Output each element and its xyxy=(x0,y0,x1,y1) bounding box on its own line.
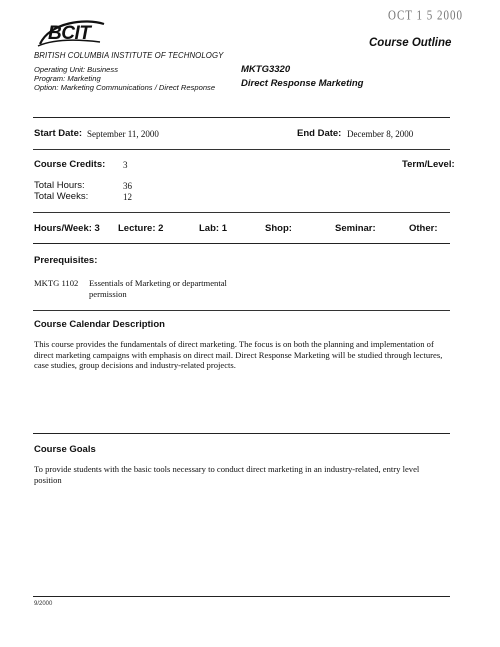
prerequisite-text-line1: Essentials of Marketing or departmental xyxy=(89,278,227,288)
course-code: MKTG3320 xyxy=(241,64,291,75)
total-weeks-label: Total Weeks: xyxy=(34,191,89,202)
end-date-label: End Date: xyxy=(297,128,342,139)
other-hours: Other: xyxy=(409,223,438,234)
prerequisites-heading: Prerequisites: xyxy=(34,255,98,266)
hours-per-week: Hours/Week: 3 xyxy=(34,223,100,234)
divider xyxy=(33,433,450,434)
shop-hours: Shop: xyxy=(265,223,292,234)
institute-name: BRITISH COLUMBIA INSTITUTE OF TECHNOLOGY xyxy=(34,51,224,60)
term-level-label: Term/Level: xyxy=(402,159,455,170)
document-title: Course Outline xyxy=(369,37,452,49)
operating-unit: Operating Unit: Business xyxy=(34,65,118,74)
divider xyxy=(33,212,450,213)
footer-code: 9/2000 xyxy=(34,601,53,607)
calendar-description-heading: Course Calendar Description xyxy=(34,319,165,330)
seminar-hours: Seminar: xyxy=(335,223,376,234)
program: Program: Marketing xyxy=(34,74,101,83)
divider xyxy=(33,596,450,597)
total-hours-value: 36 xyxy=(123,181,132,191)
bcit-logo-text: BCIT xyxy=(48,23,91,44)
course-credits-value: 3 xyxy=(123,160,128,170)
prerequisite-text-line2: permission xyxy=(89,289,127,299)
lecture-hours: Lecture: 2 xyxy=(118,223,164,234)
start-date-value: September 11, 2000 xyxy=(87,129,159,139)
divider xyxy=(33,310,450,311)
end-date-value: December 8, 2000 xyxy=(347,129,414,139)
divider xyxy=(33,117,450,118)
calendar-description-text: This course provides the fundamentals of direct marketing. The focus is on both the planning and implementation of direct marketing campaigns with emphasis on direct mail. Direct Response Marketing will be studied through lectures, case studies, group decisions and industry-related projects. xyxy=(34,339,443,370)
divider xyxy=(33,243,450,244)
prerequisite-code: MKTG 1102 xyxy=(34,278,79,288)
course-credits-label: Course Credits: xyxy=(34,159,106,170)
bcit-logo xyxy=(36,18,106,48)
total-weeks-value: 12 xyxy=(123,192,132,202)
total-hours-label: Total Hours: xyxy=(34,180,85,191)
course-goals-text: To provide students with the basic tools necessary to conduct direct marketing in an industry-related, entry level position xyxy=(34,464,420,485)
option: Option: Marketing Communications / Direct Response xyxy=(34,83,216,92)
date-stamp: OCT 1 5 2000 xyxy=(388,8,464,24)
lab-hours: Lab: 1 xyxy=(199,223,227,234)
start-date-label: Start Date: xyxy=(34,128,83,139)
course-name: Direct Response Marketing xyxy=(241,78,364,89)
course-goals-heading: Course Goals xyxy=(34,444,96,455)
divider xyxy=(33,149,450,150)
